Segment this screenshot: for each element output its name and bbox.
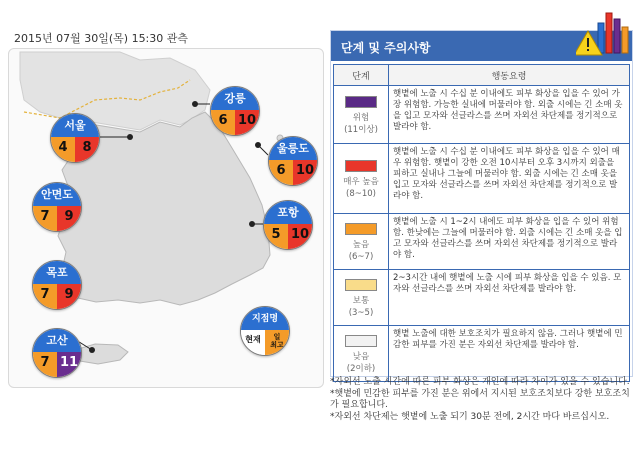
level-name: 낮음 <box>352 352 370 362</box>
legend-current: 현재 <box>241 330 265 355</box>
level-range: (2이하) <box>346 364 376 374</box>
max-uv: 10 <box>288 224 312 249</box>
note-line: *자외선 차단제는 햇볕에 노출 되기 30분 전에, 2시간 마다 바르십시오. <box>330 411 610 422</box>
level-description: 햇볕에 노출 시 수십 분 이내에도 피부 화상을 입을 수 있어 매우 위험함. 햇볕이 강한 오전 10시부터 오후 3시까지 외출을 피하고 실내나 그늘에 머물러야 함. 외출 시에는 긴 소매 옷을 입고 모자와 선글라스를 쓰며 자외선 차단제를 정기적으로 발라야 함. <box>389 144 630 214</box>
level-cell <box>334 144 389 214</box>
legend-title: 지점명 <box>241 307 289 330</box>
level-swatch <box>345 96 377 108</box>
legend-max-line2: 최고 <box>270 341 284 349</box>
legend-max <box>265 330 289 355</box>
station-name: 울릉도 <box>269 137 317 160</box>
level-name: 위험 <box>352 113 370 123</box>
station-name: 안면도 <box>33 183 81 206</box>
current-uv: 6 <box>211 110 235 135</box>
level-cell <box>334 214 389 270</box>
level-description: 햇볕 노출에 대한 보호조치가 필요하지 않음. 그러나 햇볕에 민감한 피부를 가진 분은 자외선 차단제를 발라야 함. <box>389 326 630 382</box>
col-level-header: 단계 <box>334 65 389 86</box>
max-uv: 9 <box>57 206 81 231</box>
map-legend-circle <box>240 306 290 356</box>
note-line: *자외선 노출 시간에 따른 피부 화상은 개인에 따라 차이가 있을 수 있습니다. <box>330 377 630 387</box>
max-uv: 11 <box>57 352 81 377</box>
warning-chart-icon <box>576 9 630 59</box>
info-panel-title: 단계 및 주의사항 <box>341 41 431 55</box>
level-name: 높음 <box>352 240 370 250</box>
table-row <box>334 214 630 270</box>
table-row <box>334 144 630 214</box>
level-name: 매우 높음 <box>343 177 379 187</box>
level-range: (6~7) <box>348 252 374 262</box>
current-uv: 7 <box>33 206 57 231</box>
table-row <box>334 326 630 382</box>
col-action-header: 행동요령 <box>389 65 630 86</box>
station-name: 고산 <box>33 329 81 352</box>
level-range: (3~5) <box>348 308 374 318</box>
current-uv: 5 <box>264 224 288 249</box>
max-uv: 10 <box>293 160 317 185</box>
level-range: (11이상) <box>344 125 378 135</box>
level-swatch <box>345 160 377 172</box>
level-cell <box>334 326 389 382</box>
level-range: (8~10) <box>346 189 376 199</box>
notes-section <box>330 377 635 423</box>
current-uv: 4 <box>51 137 75 162</box>
current-uv: 6 <box>269 160 293 185</box>
uv-level-table <box>333 64 630 382</box>
max-uv: 10 <box>235 110 259 135</box>
level-swatch <box>345 279 377 291</box>
current-uv: 7 <box>33 284 57 309</box>
observation-time: 2015년 07월 30일(목) 15:30 관측 <box>14 32 189 45</box>
max-uv: 9 <box>57 284 81 309</box>
station-pohang[interactable] <box>263 200 313 250</box>
station-anmyeondo[interactable] <box>32 182 82 232</box>
station-gosan[interactable] <box>32 328 82 378</box>
station-mokpo[interactable] <box>32 260 82 310</box>
level-swatch <box>345 335 377 347</box>
station-gangneung[interactable] <box>210 86 260 136</box>
station-name: 강릉 <box>211 87 259 110</box>
level-description: 햇볕에 노출 시 수십 분 이내에도 피부 화상을 입을 수 있어 가장 위험함. 가능한 실내에 머물러야 함. 외출 시에는 긴 소매 옷을 입고 모자와 선글라스를 쓰며 자외선 차단제를 정기적으로 발라야 함. <box>389 86 630 144</box>
station-name: 목포 <box>33 261 81 284</box>
station-seoul[interactable] <box>50 113 100 163</box>
station-ulleungdo[interactable] <box>268 136 318 186</box>
current-uv: 7 <box>33 352 57 377</box>
table-row <box>334 270 630 326</box>
level-cell <box>334 270 389 326</box>
table-row <box>334 86 630 144</box>
level-description: 2~3시간 내에 햇볕에 노출 시에 피부 화상을 입을 수 있음. 모자와 선글라스를 쓰며 자외선 차단제를 발라야 함. <box>389 270 630 326</box>
level-cell <box>334 86 389 144</box>
level-swatch <box>345 223 377 235</box>
note-line: *햇볕에 민감한 피부를 가진 분은 위에서 지시된 보호조치보다 강한 보호조치가 필요합니다. <box>330 388 630 410</box>
info-panel <box>330 30 633 377</box>
level-description: 햇볕에 노출 시 1~2시 내에도 피부 화상을 입을 수 있어 위험함. 한낮에는 그늘에 머물러야 함. 외출 시에는 긴 소매 옷을 입고 모자와 선글라스를 쓰며 자외선 차단제를 정기적으로 발라야 함. <box>389 214 630 270</box>
max-uv: 8 <box>75 137 99 162</box>
legend-max-line1: 일 <box>273 333 281 341</box>
station-name: 포항 <box>264 201 312 224</box>
level-name: 보통 <box>352 296 370 306</box>
station-name: 서울 <box>51 114 99 137</box>
